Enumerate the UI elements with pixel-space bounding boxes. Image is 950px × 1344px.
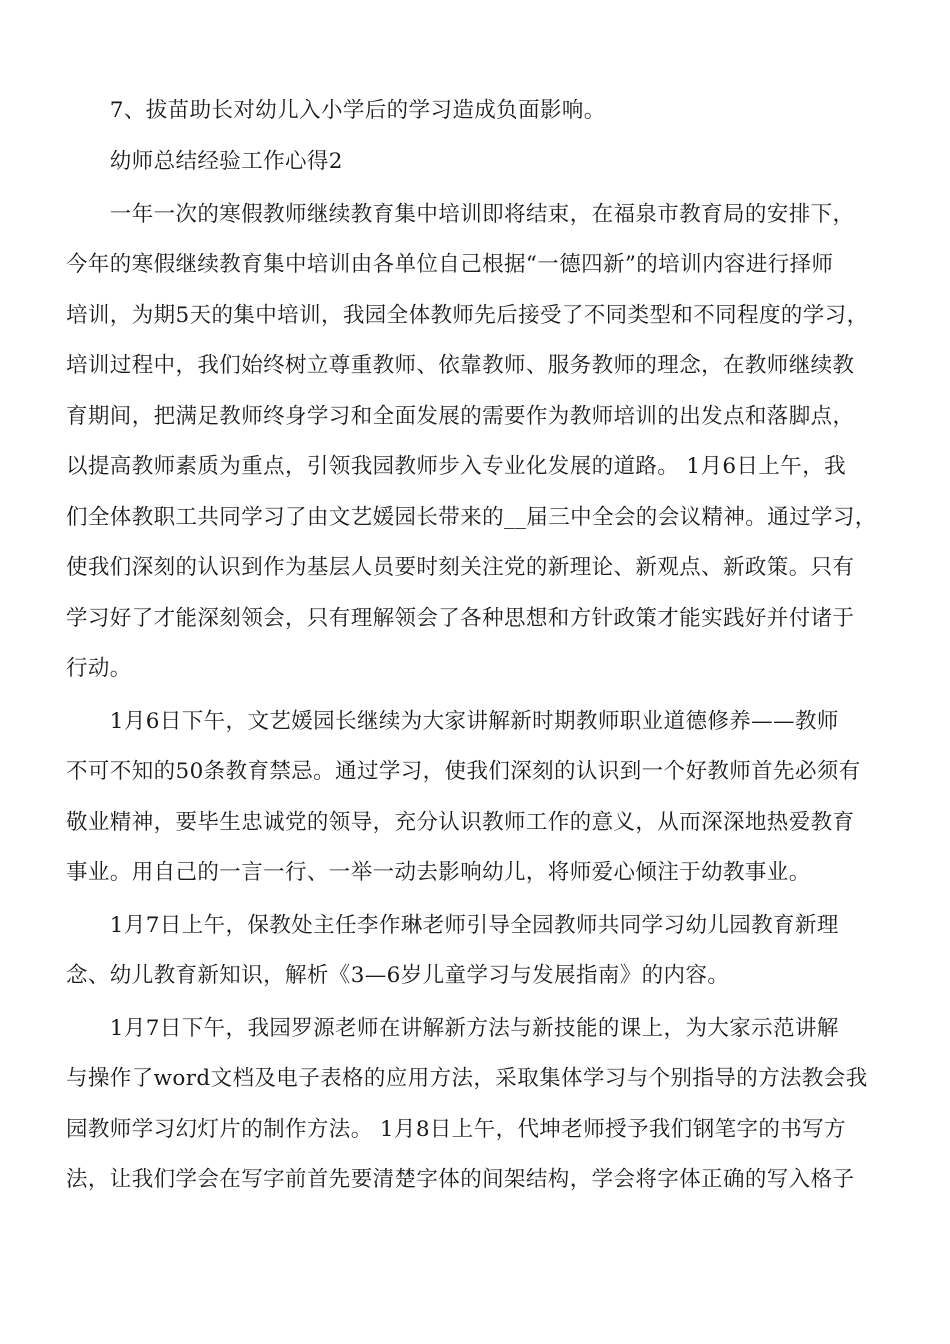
text-line: 以提高教师素质为重点，引领我园教师步入专业化发展的道路。 1月6日上午，我 — [66, 454, 846, 479]
text-line: 法，让我们学会在写字前首先要清楚字体的间架结构，学会将字体正确的写入格子 — [66, 1167, 855, 1192]
text-line: 育期间，把满足教师终身学习和全面发展的需要作为教师培训的出发点和落脚点， — [66, 404, 855, 429]
text-line: 使我们深刻的认识到作为基层人员要时刻关注党的新理论、新观点、新政策。只有 — [66, 555, 855, 580]
text-line: 们全体教职工共同学习了由文艺媛园长带来的__届三中全会的会议精神。通过学习， — [66, 505, 877, 530]
text-line: 学习好了才能深刻领会，只有理解领会了各种思想和方针政策才能实践好并付诸于 — [66, 606, 855, 631]
text-line: 1月7日上午，保教处主任李作琳老师引导全园教师共同学习幼儿园教育新理 — [66, 913, 839, 938]
text-line: 行动。 — [66, 656, 132, 681]
text-line: 念、幼儿教育新知识，解析《3—6岁儿童学习与发展指南》的内容。 — [66, 963, 730, 988]
text-line: 1月7日下午，我园罗源老师在讲解新方法与新技能的课上，为大家示范讲解 — [66, 1016, 839, 1041]
text-line: 一年一次的寒假教师继续教育集中培训即将结束，在福泉市教育局的安排下， — [66, 202, 855, 227]
text-line: 事业。用自己的一言一行、一举一动去影响幼儿，将师爱心倾注于幼教事业。 — [66, 860, 811, 885]
text-line: 7、拔苗助长对幼儿入小学后的学习造成负面影响。 — [66, 98, 606, 123]
section-heading: 幼师总结经验工作心得2 — [66, 149, 343, 174]
text-line: 与操作了word文档及电子表格的应用方法，采取集体学习与个别指导的方法教会我 — [66, 1066, 868, 1091]
text-line: 培训过程中，我们始终树立尊重教师、依靠教师、服务教师的理念，在教师继续教 — [66, 353, 855, 378]
text-line: 敬业精神，要毕生忠诚党的领导，充分认识教师工作的意义，从而深深地热爱教育 — [66, 810, 855, 835]
text-line: 1月6日下午，文艺媛园长继续为大家讲解新时期教师职业道德修养——教师 — [66, 709, 839, 734]
text-line: 不可不知的50条教育禁忌。通过学习，使我们深刻的认识到一个好教师首先必须有 — [66, 759, 861, 784]
text-line: 培训，为期5天的集中培训，我园全体教师先后接受了不同类型和不同程度的学习， — [66, 303, 869, 328]
text-line: 园教师学习幻灯片的制作方法。 1月8日上午，代坤老师授予我们钢笔字的书写方 — [66, 1117, 846, 1142]
text-line: 今年的寒假继续教育集中培训由各单位自己根据“一德四新”的培训内容进行择师 — [66, 252, 834, 277]
